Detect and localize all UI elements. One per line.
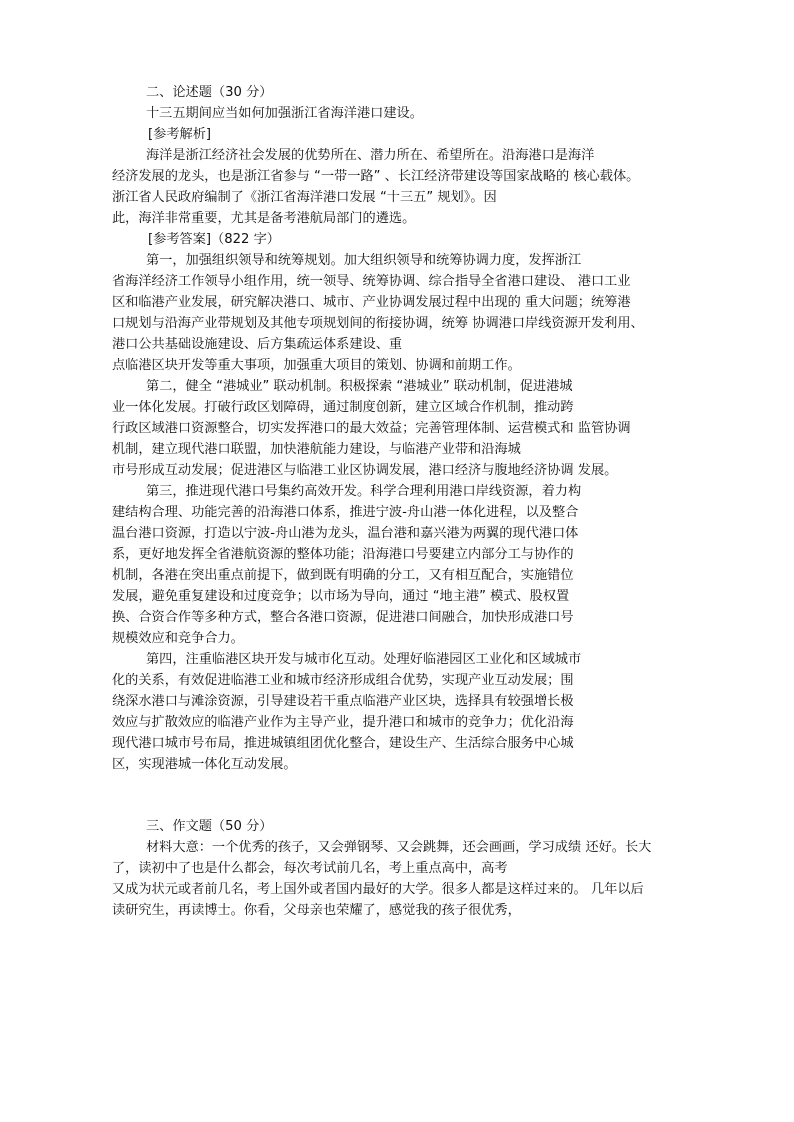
answer-line: 点临港区块开发等重大事项，加强重大项目的策划、协调和前期工作。 — [112, 358, 521, 373]
analysis-label: [参考解析] — [148, 127, 212, 142]
answer-line: 机制，各港在突出重点前提下，做到既有明确的分工，又有相互配合，实施错位 — [112, 568, 574, 583]
material-line: 读研究生，再读博士。你看，父母亲也荣耀了，感觉我的孩子很优秀， — [112, 903, 521, 918]
answer-line: 口规划与沿海产业带规划及其他专项规划间的衔接协调，统筹 协调港口岸线资源开发利用、 — [112, 316, 644, 331]
answer-line: 机制，建立现代港口联盟，加快港航能力建设，与临港产业带和沿海城 — [112, 442, 521, 457]
analysis-line: 经济发展的龙头，也是浙江省参与 “一带一路” 、长江经济带建设等国家战略的 核心载体。 — [112, 169, 640, 184]
answer-line: 发展，避免重复建设和过度竞争；以市场为导向，通过 “地主港” 模式、股权置 — [112, 589, 570, 604]
answer-line: 规模效应和竞争合力。 — [112, 631, 244, 646]
answer-line: 绕深水港口与滩涂资源，引导建设若干重点临港产业区块，选择具有较强增长极 — [112, 694, 574, 709]
material-line: 又成为状元或者前几名，考上国外或者国内最好的大学。很多人都是这样过来的。 几年以后 — [112, 882, 644, 897]
answer-line: 行政区域港口资源整合，切实发挥港口的最大效益；完善管理体制、运营模式和 监管协调 — [112, 421, 631, 436]
answer-line: 化的关系，有效促进临港工业和城市经济形成组合优势，实现产业互动发展；围 — [112, 673, 574, 688]
answer-line: 温台港口资源，打造以宁波-舟山港为龙头，温台港和嘉兴港为两翼的现代港口体 — [112, 526, 579, 541]
analysis-line: 海洋是浙江经济社会发展的优势所在、潜力所在、希望所在。沿海港口是海洋 — [146, 148, 595, 163]
section2-heading: 二、论述题（30 分） — [146, 85, 273, 100]
answer-line: 建结构合理、功能完善的沿海港口体系，推进宁波-舟山港一体化进程，以及整合 — [112, 505, 579, 520]
answer-line: 第三，推进现代港口号集约高效开发。科学合理利用港口岸线资源，着力构 — [146, 484, 582, 499]
section2-question: 十三五期间应当如何加强浙江省海洋港口建设。 — [146, 106, 423, 121]
answer-line: 业一体化发展。打破行政区划障碍，通过制度创新，建立区域合作机制，推动跨 — [112, 400, 574, 415]
material-line: 了，读初中了也是什么都会，每次考试前几名，考上重点高中，高考 — [112, 861, 508, 876]
section3-heading: 三、作文题（50 分） — [146, 819, 273, 834]
answer-line: 换、合资合作等多种方式，整合各港口资源，促进港口间融合，加快形成港口号 — [112, 610, 574, 625]
answer-line: 区和临港产业发展，研究解决港口、城市、产业协调发展过程中出现的 重大问题；统筹港 — [112, 295, 631, 310]
analysis-line: 浙江省人民政府编制了《浙江省海洋港口发展 “十三五” 规划》。因 — [112, 190, 497, 205]
answer-label: [参考答案]（822 字） — [148, 232, 280, 247]
material-line: 材料大意：一个优秀的孩子，又会弹钢琴、又会跳舞，还会画画，学习成绩 还好。长大 — [146, 840, 652, 855]
answer-line: 第二，健全 “港城业” 联动机制。积极探索 “港城业” 联动机制，促进港城 — [146, 379, 573, 394]
answer-line: 现代港口城市号布局，推进城镇组团优化整合，建设生产、生活综合服务中心城 — [112, 736, 574, 751]
answer-line: 港口公共基础设施建设、后方集疏运体系建设、重 — [112, 337, 403, 352]
answer-line: 系，更好地发挥全省港航资源的整体功能；沿海港口号要建立内部分工与协作的 — [112, 547, 574, 562]
answer-line: 市号形成互动发展；促进港区与临港工业区协调发展，港口经济与腹地经济协调 发展。 — [112, 463, 618, 478]
answer-line: 效应与扩散效应的临港产业作为主导产业，提升港口和城市的竞争力；优化沿海 — [112, 715, 574, 730]
answer-line: 第四，注重临港区块开发与城市化互动。处理好临港园区工业化和区域城市 — [146, 652, 582, 667]
answer-line: 区，实现港城一体化互动发展。 — [112, 757, 297, 772]
answer-line: 省海洋经济工作领导小组作用，统一领导、统筹协调、综合指导全省港口建设、 港口工业 — [112, 274, 631, 289]
answer-line: 第一，加强组织领导和统筹规划。加大组织领导和统筹协调力度，发挥浙江 — [146, 253, 582, 268]
analysis-line: 此，海洋非常重要，尤其是备考港航局部门的遴选。 — [112, 211, 416, 226]
